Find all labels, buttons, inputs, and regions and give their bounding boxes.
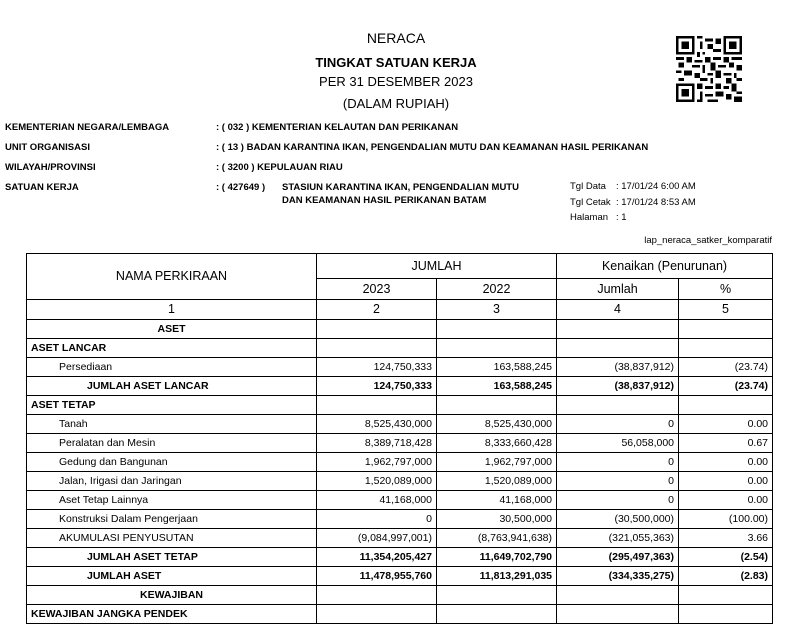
row-pct: 0.00 bbox=[679, 491, 773, 510]
row-name: ASET TETAP bbox=[27, 396, 317, 415]
row-v2022: 41,168,000 bbox=[437, 491, 557, 510]
row-diff: 0 bbox=[557, 415, 679, 434]
row-diff: (38,837,912) bbox=[557, 358, 679, 377]
row-v2022: (8,763,941,638) bbox=[437, 529, 557, 548]
table-row bbox=[27, 472, 773, 491]
row-diff: 56,058,000 bbox=[557, 434, 679, 453]
col-index: 1 bbox=[27, 300, 317, 320]
row-pct: 0.00 bbox=[679, 472, 773, 491]
row-name: Jalan, Irigasi dan Jaringan bbox=[27, 472, 317, 491]
row-v2023 bbox=[317, 605, 437, 624]
row-v2023 bbox=[317, 586, 437, 605]
col-header-pct: % bbox=[679, 279, 773, 300]
info-value-unit: : ( 13 ) BADAN KARANTINA IKAN, PENGENDALIAN MUTU DAN KEAMANAN HASIL PERIKANAN bbox=[216, 142, 649, 153]
report-id: lap_neraca_satker_komparatif bbox=[644, 235, 772, 246]
row-name: Konstruksi Dalam Pengerjaan bbox=[27, 510, 317, 529]
satker-name-line1: STASIUN KARANTINA IKAN, PENGENDALIAN MUTU bbox=[282, 182, 519, 193]
row-name: AKUMULASI PENYUSUTAN bbox=[27, 529, 317, 548]
row-name: JUMLAH ASET TETAP bbox=[27, 548, 317, 567]
info-value-wilayah: : ( 3200 ) KEPULAUAN RIAU bbox=[216, 162, 343, 173]
row-name: Aset Tetap Lainnya bbox=[27, 491, 317, 510]
row-pct bbox=[679, 320, 773, 339]
row-diff: (295,497,363) bbox=[557, 548, 679, 567]
row-diff bbox=[557, 586, 679, 605]
col-index: 5 bbox=[679, 300, 773, 320]
table-row bbox=[27, 548, 773, 567]
table-row bbox=[27, 586, 773, 605]
row-v2022: 163,588,245 bbox=[437, 377, 557, 396]
col-index: 3 bbox=[437, 300, 557, 320]
row-v2023: 0 bbox=[317, 510, 437, 529]
row-diff: 0 bbox=[557, 453, 679, 472]
row-pct: (100.00) bbox=[679, 510, 773, 529]
tgl-cetak-label: Tgl Cetak bbox=[570, 197, 611, 208]
row-pct bbox=[679, 605, 773, 624]
table-row bbox=[27, 377, 773, 396]
row-name: JUMLAH ASET LANCAR bbox=[27, 377, 317, 396]
row-v2022: 1,520,089,000 bbox=[437, 472, 557, 491]
row-diff bbox=[557, 339, 679, 358]
table-row bbox=[27, 434, 773, 453]
row-v2023: 124,750,333 bbox=[317, 377, 437, 396]
row-pct: 0.67 bbox=[679, 434, 773, 453]
row-v2023: (9,084,997,001) bbox=[317, 529, 437, 548]
report-currency: (DALAM RUPIAH) bbox=[342, 96, 450, 111]
row-v2023 bbox=[317, 339, 437, 358]
balance-sheet-table bbox=[26, 253, 773, 624]
table-row bbox=[27, 605, 773, 624]
row-v2022: 11,813,291,035 bbox=[437, 567, 557, 586]
row-diff: (321,055,363) bbox=[557, 529, 679, 548]
info-label-unit: UNIT ORGANISASI bbox=[5, 142, 90, 153]
row-v2023: 1,962,797,000 bbox=[317, 453, 437, 472]
row-v2023: 1,520,089,000 bbox=[317, 472, 437, 491]
row-pct: 0.00 bbox=[679, 415, 773, 434]
row-v2023 bbox=[317, 396, 437, 415]
row-pct: 0.00 bbox=[679, 453, 773, 472]
row-pct bbox=[679, 586, 773, 605]
row-v2022 bbox=[437, 586, 557, 605]
row-v2022 bbox=[437, 339, 557, 358]
row-diff: 0 bbox=[557, 491, 679, 510]
row-v2023 bbox=[317, 320, 437, 339]
col-header-2023: 2023 bbox=[317, 279, 437, 300]
col-header-kenaikan: Kenaikan (Penurunan) bbox=[557, 254, 773, 279]
row-diff: 0 bbox=[557, 472, 679, 491]
row-v2023: 124,750,333 bbox=[317, 358, 437, 377]
row-v2023: 11,478,955,760 bbox=[317, 567, 437, 586]
row-diff: (30,500,000) bbox=[557, 510, 679, 529]
table-row bbox=[27, 491, 773, 510]
row-v2023: 41,168,000 bbox=[317, 491, 437, 510]
col-header-2022: 2022 bbox=[437, 279, 557, 300]
satker-name-line2: DAN KEAMANAN HASIL PERIKANAN BATAM bbox=[282, 195, 487, 206]
row-v2022 bbox=[437, 320, 557, 339]
row-name: Tanah bbox=[27, 415, 317, 434]
halaman-value: : 1 bbox=[616, 212, 627, 223]
table-row bbox=[27, 529, 773, 548]
row-pct: 3.66 bbox=[679, 529, 773, 548]
table-row bbox=[27, 415, 773, 434]
info-label-kementerian: KEMENTERIAN NEGARA/LEMBAGA bbox=[5, 122, 170, 133]
row-v2022: 11,649,702,790 bbox=[437, 548, 557, 567]
row-name: ASET bbox=[27, 320, 317, 339]
row-name: KEWAJIBAN JANGKA PENDEK bbox=[27, 605, 317, 624]
table-row bbox=[27, 510, 773, 529]
col-index: 4 bbox=[557, 300, 679, 320]
table-row bbox=[27, 396, 773, 415]
table-row bbox=[27, 320, 773, 339]
row-v2022: 8,333,660,428 bbox=[437, 434, 557, 453]
row-diff: (38,837,912) bbox=[557, 377, 679, 396]
col-index: 2 bbox=[317, 300, 437, 320]
info-label-wilayah: WILAYAH/PROVINSI bbox=[5, 162, 96, 173]
row-v2022 bbox=[437, 396, 557, 415]
qr-code-icon bbox=[676, 36, 742, 102]
halaman-label: Halaman bbox=[570, 212, 609, 223]
row-v2022: 30,500,000 bbox=[437, 510, 557, 529]
row-diff bbox=[557, 605, 679, 624]
row-pct bbox=[679, 396, 773, 415]
report-level: TINGKAT SATUAN KERJA bbox=[315, 55, 477, 70]
col-header-jumlah: JUMLAH bbox=[317, 254, 557, 279]
row-v2023: 11,354,205,427 bbox=[317, 548, 437, 567]
row-v2022 bbox=[437, 605, 557, 624]
tgl-cetak-value: : 17/01/24 8:53 AM bbox=[616, 197, 696, 208]
row-name: Gedung dan Bangunan bbox=[27, 453, 317, 472]
row-name: Persediaan bbox=[27, 358, 317, 377]
table-row bbox=[27, 567, 773, 586]
row-name: JUMLAH ASET bbox=[27, 567, 317, 586]
row-pct: (2.54) bbox=[679, 548, 773, 567]
table-row bbox=[27, 453, 773, 472]
col-header-jml: Jumlah bbox=[557, 279, 679, 300]
row-name: Peralatan dan Mesin bbox=[27, 434, 317, 453]
row-v2022: 163,588,245 bbox=[437, 358, 557, 377]
row-name: KEWAJIBAN bbox=[27, 586, 317, 605]
row-pct: (2.83) bbox=[679, 567, 773, 586]
tgl-data-value: : 17/01/24 6:00 AM bbox=[616, 181, 696, 192]
row-diff: (334,335,275) bbox=[557, 567, 679, 586]
row-diff bbox=[557, 396, 679, 415]
table-body bbox=[27, 320, 773, 624]
row-v2022: 8,525,430,000 bbox=[437, 415, 557, 434]
row-name: ASET LANCAR bbox=[27, 339, 317, 358]
report-title: NERACA bbox=[366, 30, 426, 46]
tgl-data-label: Tgl Data bbox=[570, 181, 606, 192]
report-period: PER 31 DESEMBER 2023 bbox=[319, 74, 473, 89]
row-pct: (23.74) bbox=[679, 358, 773, 377]
row-v2022: 1,962,797,000 bbox=[437, 453, 557, 472]
table-row bbox=[27, 339, 773, 358]
row-diff bbox=[557, 320, 679, 339]
satker-code: : ( 427649 ) bbox=[216, 182, 266, 193]
row-v2023: 8,525,430,000 bbox=[317, 415, 437, 434]
row-pct bbox=[679, 339, 773, 358]
col-header-nama: NAMA PERKIRAAN bbox=[27, 254, 317, 300]
row-pct: (23.74) bbox=[679, 377, 773, 396]
satker-label: SATUAN KERJA bbox=[5, 182, 79, 193]
table-row bbox=[27, 358, 773, 377]
row-v2023: 8,389,718,428 bbox=[317, 434, 437, 453]
info-value-kementerian: : ( 032 ) KEMENTERIAN KELAUTAN DAN PERIKANAN bbox=[216, 122, 459, 133]
